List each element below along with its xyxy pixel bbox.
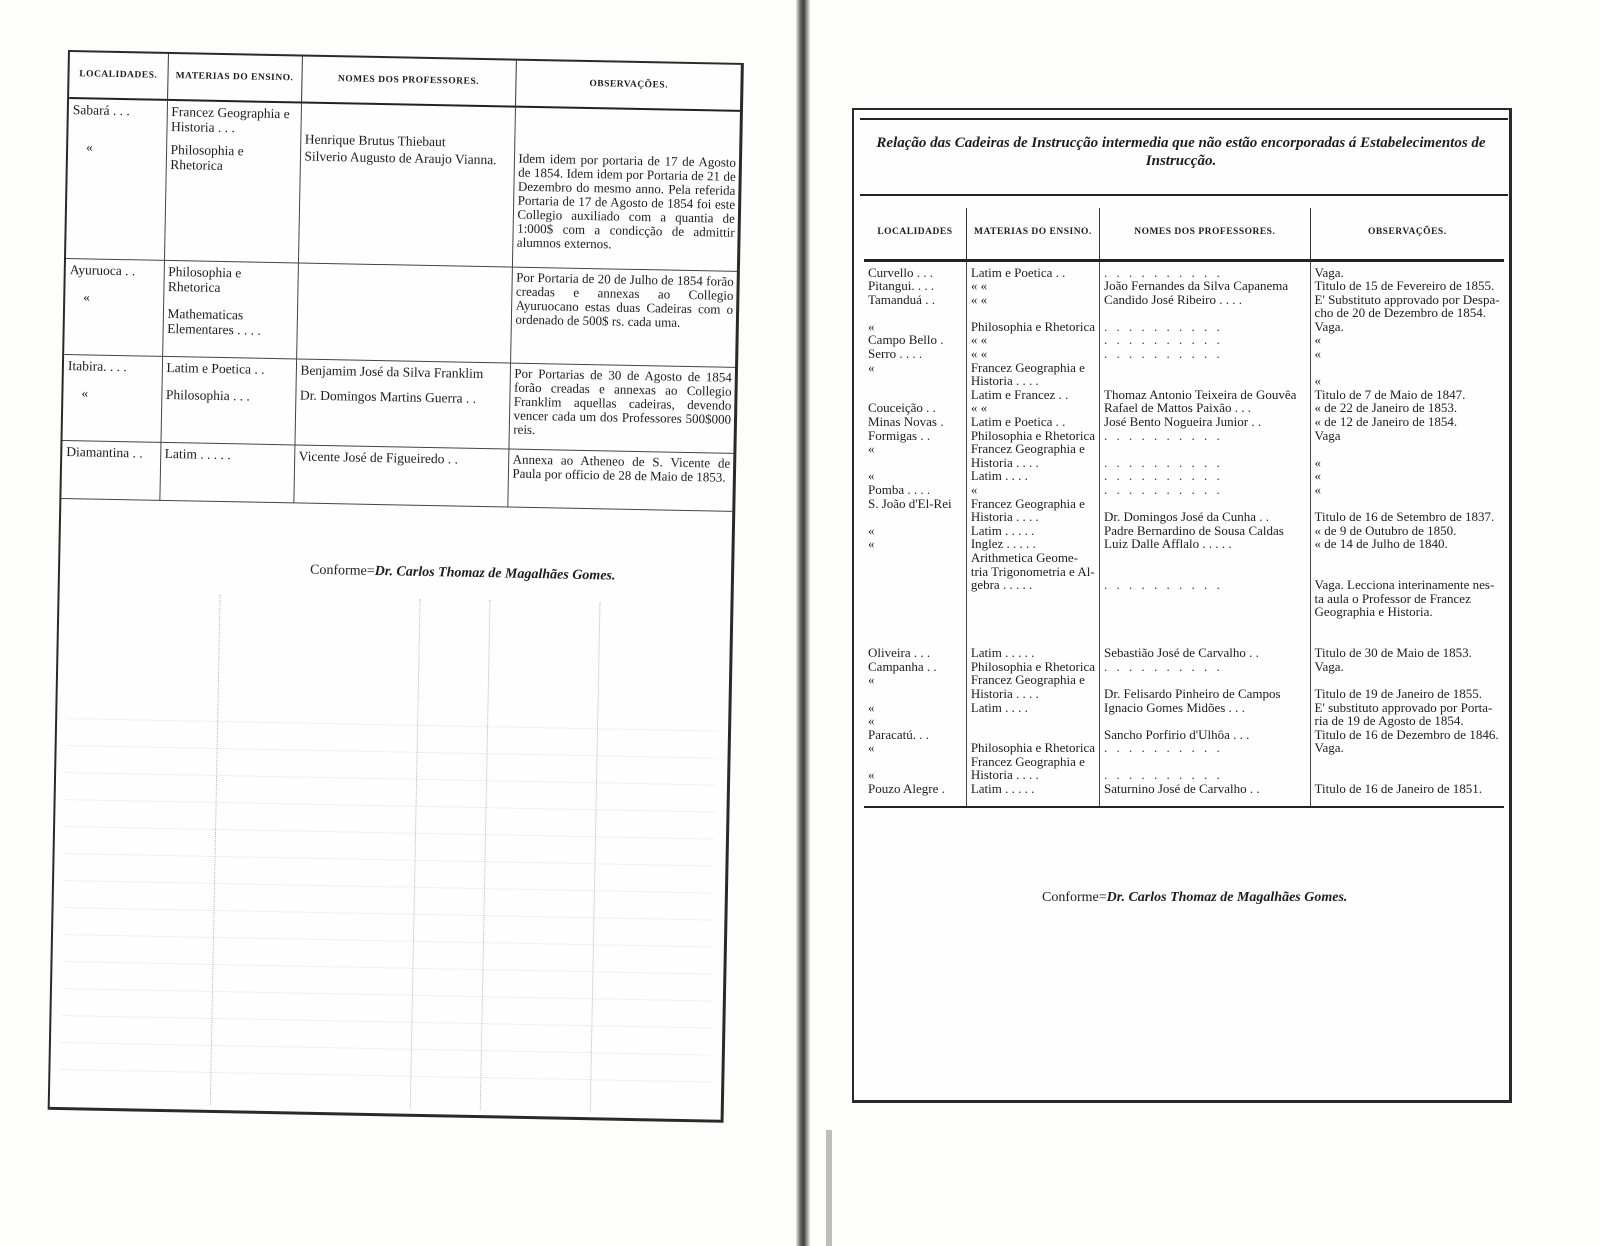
professor-line: Dr. Felisardo Pinheiro de Campos [1104,685,1281,701]
observacao-line: ria de 19 de Agosto de 1854. [1314,713,1464,729]
professor-line: . . . . . . . . . . [1104,264,1223,280]
right-table [864,208,1504,808]
materia: Philosophia e Rhetorica [170,141,244,173]
professor: Dr. Domingos Martins Guerra . . [299,387,477,406]
observacao-line: cho de 20 de Dezembro de 1854. [1314,305,1487,321]
materia: Philosophia . . . [165,386,251,404]
localidade-line [868,619,962,633]
observacao-line: Titulo de 16 de Dezembro de 1846. [1314,726,1499,742]
materia-line: Inglez . . . . . [970,536,1036,552]
observacao-line: « de 14 de Julho de 1840. [1314,536,1448,552]
top-rule [860,118,1508,120]
signature-prefix: Conforme= [309,562,375,579]
materia-line [971,633,1095,647]
professor-line [1104,497,1306,511]
professores-column [1100,260,1311,807]
table-row [64,258,738,367]
professor-line: Sebastião José de Carvalho . . [1104,645,1259,661]
observacao-line: Vaga. [1314,264,1344,280]
professor-line: . . . . . . . . . . [1104,482,1223,497]
observacao-line [1315,755,1500,769]
materia: Latim e Poetica . . [166,359,265,377]
materia-line: Francez Geographia e [970,753,1085,769]
materia-line: Philosophia e Rhetorica [970,318,1096,334]
observacao-line [1315,673,1500,687]
professor-line [1104,619,1306,633]
materia-line: Historia . . . . [970,373,1039,389]
header-observacoes: OBSERVAÇÕES. [515,61,742,111]
header-professores: NOMES DOS PROFESSORES. [301,56,516,106]
localidade-line: Tamanduá . . [868,291,935,307]
localidade-line [868,755,962,769]
observacao-line: Vaga. Lecciona interinamente nes- [1314,577,1495,593]
localidade-line [868,388,962,402]
professor-line: Thomaz Antonio Teixeira de Gouvêa [1104,386,1297,402]
bleed-through-texture [60,692,718,1104]
page-title: Relação das Cadeiras de Instrucção intermedia que não estão encorporadas á Estabelecimentos de Instrucção. [876,135,1486,169]
professor: Silverio Augusto de Araujo Vianna. [304,148,497,168]
signature-name: Dr. Carlos Thomaz de Magalhães Gomes. [1106,890,1348,905]
observacao-line [1315,565,1500,579]
professor-line: Padre Bernardino de Sousa Caldas [1104,522,1284,538]
localidade: Ayuruoca . . [69,261,136,278]
localidade-line: Campanha . . [868,658,937,674]
professor-line: Rafael de Mattos Paixão . . . [1104,400,1251,416]
professor-line [1104,673,1306,687]
materia-line [971,728,1095,742]
professor-line: Luiz Dalle Afflalo . . . . . [1104,536,1232,552]
observacao-line: Vaga. [1314,740,1344,756]
observacao-line: « [1314,332,1322,348]
professor-line [1104,633,1306,647]
materia-line: gebra . . . . . [970,577,1033,593]
left-page [48,50,744,1123]
professor: Benjamim José da Silva Franklim [300,362,484,381]
materia-line: Latim e Poetica . . [970,264,1066,280]
book-gutter [796,0,810,1246]
localidade-line: Minas Novas . [868,414,944,430]
professor: Henrique Brutus Thiebaut [304,131,446,150]
materia-line: Latim . . . . . [970,522,1035,538]
materia-line: Francez Geographia e [970,495,1085,511]
localidade-ditto: « [81,384,89,400]
localidade-line [868,374,962,388]
professor-line: . . . . . . . . . . [1104,468,1223,484]
materia-line: Francez Geographia e [970,359,1085,375]
observacao: Por Portaria de 20 de Julho de 1854 forão creadas e annexas ao Collegio Ayuruocano estas duas Cadeiras com o ordenado de 500$ rs. cada uma. [510,267,738,367]
header-materias: MATERIAS DO ENSINO. [167,54,302,103]
professor-line [1104,592,1306,606]
professor-line: . . . . . . . . . . [1104,318,1223,334]
professor-line: José Bento Nogueira Junior . . [1104,414,1262,430]
materia-line [971,605,1095,619]
observacao-line [1315,768,1500,782]
localidades-column [864,260,966,807]
localidade-line: Couceição . . [868,400,936,416]
professor-line: . . . . . . . . . . [1104,346,1223,362]
signature-name: Dr. Carlos Thomaz de Magalhães Gomes. [374,563,616,584]
localidade-line [868,633,962,647]
observacao-line: E' Substituto approvado por Despa- [1314,291,1500,307]
materia: Mathematicas Elementares . . . . [167,305,262,338]
materia-line: « « [970,400,988,416]
professor-line: . . . . . . . . . . [1104,767,1223,783]
signature [310,563,616,585]
professor: Vicente José de Figueiredo . . [298,448,459,467]
observacoes-column [1310,260,1504,807]
observacao-line: « de 22 de Janeiro de 1853. [1314,400,1458,416]
localidade-line: Curvello . . . [868,264,933,280]
materia: Philosophia e Rhetorica [167,263,242,295]
localidade-line: « [868,713,875,729]
localidade-line [868,592,962,606]
materia-line: Historia . . . . [970,509,1039,525]
materia: Latim . . . . . [164,445,231,462]
localidade-line: « [868,522,875,538]
materia-line: Latim . . . . [970,468,1028,484]
localidade-line [868,510,962,524]
professor-line [1104,442,1306,456]
professor-line [1104,755,1306,769]
materia-line [971,714,1095,728]
header-localidades: LOCALIDADES [864,208,966,260]
materia-line [971,306,1095,320]
localidade-line: Pouzo Alegre . [868,781,945,797]
localidade-line: Pomba . . . . [868,482,931,497]
observacao-line [1315,361,1500,375]
professor-line: . . . . . . . . . . [1104,332,1223,348]
professor-line [1104,714,1306,728]
localidade-line: Oliveira . . . [868,645,931,661]
observacao: Idem idem por portaria de 17 de Agosto de 1854. Idem idem por Portaria de 21 de Dezembro do mesmo anno. Pela referida Portaria de 17 de Agosto de 1854 foi este Collegio auxiliado com a quantia de 1:000$ com a condicção de admittir alumnos externos. [512,107,741,271]
professor-line: . . . . . . . . . . [1104,454,1223,470]
localidade: Sabará . . . [72,102,130,119]
observacao-line: « [1314,346,1322,362]
localidade-ditto: « [83,288,91,304]
localidade-line: Paracatú. . . [868,726,930,742]
localidade-line [868,551,962,565]
localidade-line: « [868,318,875,334]
right-page [852,108,1512,1103]
localidade-line [868,456,962,470]
materia-line: « [970,482,978,497]
localidade-line: Formigas . . [868,427,931,443]
localidade-line: « [868,441,875,457]
book-gutter-shadow [826,1130,832,1246]
professor-line [1104,551,1306,565]
localidade-line: Pitangui. . . . [868,278,935,294]
observacao-line: Titulo de 7 de Maio de 1847. [1314,386,1466,402]
localidade-line: « [868,740,875,756]
table-row [63,354,737,453]
localidade-line [868,687,962,701]
localidade-line: S. João d'El-Rei [868,495,952,511]
table-row [66,98,741,271]
header-observacoes: OBSERVAÇÕES. [1310,208,1504,260]
materia-line: Historia . . . . [970,767,1039,783]
materia-line [971,619,1095,633]
materia-line: Latim . . . . . [970,645,1035,661]
localidade-line: « [868,536,875,552]
observacao-line: Titulo de 19 de Janeiro de 1855. [1314,685,1482,701]
materia-line: Philosophia e Rhetorica [970,658,1096,674]
materia-line: Francez Geographia e [970,672,1085,688]
localidade-line [868,306,962,320]
materias-column [966,260,1099,807]
header-materias: MATERIAS DO ENSINO. [966,208,1099,260]
left-table [61,52,741,511]
localidade-line: « [868,672,875,688]
observacao-line: « [1314,373,1322,389]
localidade-line: « [868,767,875,783]
observacao-line: Titulo de 16 de Setembro de 1837. [1314,509,1495,525]
materia-line: Historia . . . . [970,454,1039,470]
localidade-line: « [868,359,875,375]
materia-line: « « [970,278,988,294]
professor-line: Candido José Ribeiro . . . . [1104,291,1242,307]
observacao-line: « [1314,482,1322,497]
observacao-line: Geographia e Historia. [1314,604,1433,620]
observacao-line: Vaga. [1314,658,1344,674]
observacao-line: « [1314,454,1322,470]
table-row [61,440,734,511]
professor-line: Dr. Domingos José da Cunha . . [1104,509,1270,525]
localidade-line: « [868,468,875,484]
header-localidades: LOCALIDADES. [69,52,168,100]
professor-line [1104,565,1306,579]
observacao-line [1315,633,1500,647]
materia-line: « « [970,291,988,307]
professor-line [1104,361,1306,375]
observacao-line [1315,551,1500,565]
professor-line: . . . . . . . . . . [1104,658,1223,674]
observacao-line: « de 9 de Outubro de 1850. [1314,522,1457,538]
observacao-line [1315,497,1500,511]
observacao: Annexa ao Atheneo de S. Vicente de Paula por officio de 28 de Maio de 1853. [507,449,734,511]
localidade-line: Serro . . . . [868,346,923,362]
observacao-line: Vaga. [1314,318,1344,334]
professor-line: . . . . . . . . . . [1104,740,1223,756]
materia-line: Philosophia e Rhetorica [970,427,1096,443]
professor-line: . . . . . . . . . . [1104,427,1223,443]
materia-line: Latim e Poetica . . [970,414,1066,430]
professor-line [1104,374,1306,388]
materia-line: « « [970,346,988,362]
professor-line: . . . . . . . . . . [1104,577,1223,593]
observacao-line: ta aula o Professor de Francez [1314,590,1471,606]
materia-line: Arithmetica Geome- [970,549,1079,565]
observacao-line: E' substituto approvado por Porta- [1314,699,1493,715]
observacao-line: Vaga [1314,427,1341,443]
localidade-line [868,578,962,592]
observacao-line: « [1314,468,1322,484]
professor-line: João Fernandes da Silva Capanema [1104,278,1289,294]
observacao-line [1315,619,1500,633]
signature [1042,890,1347,906]
materia-line: Latim . . . . [970,699,1028,715]
professor-line [1104,306,1306,320]
materia-line: Francez Geographia e [970,441,1085,457]
professor-line: Ignacio Gomes Midões . . . [1104,699,1245,715]
materia: Francez Geographia e Historia . . . [170,103,290,136]
materia-line [971,592,1095,606]
observacao: Por Portarias de 30 de Agosto de 1854 forão creadas e annexas ao Collegio Franklim aquellas cadeiras, devendo vencer cada um dos Professores 500$000 reis. [508,363,736,453]
materia-line: Latim e Francez . . [970,386,1069,402]
header-professores: NOMES DOS PROFESSORES. [1100,208,1311,260]
localidade-line [868,565,962,579]
professor-line [1104,605,1306,619]
materia-line: « « [970,332,988,348]
localidade-line: Campo Bello . [868,332,944,348]
observacao-line: Titulo de 30 de Maio de 1853. [1314,645,1472,661]
materia-line: Philosophia e Rhetorica [970,740,1096,756]
materia-line: Historia . . . . [970,685,1039,701]
observacao-line: Titulo de 16 de Janeiro de 1851. [1314,781,1482,797]
title-rule [860,194,1508,196]
localidade-line [868,605,962,619]
signature-prefix: Conforme= [1042,890,1107,905]
observacao-line: Titulo de 15 de Fevereiro de 1855. [1314,278,1495,294]
observacao-line: « de 12 de Janeiro de 1854. [1314,414,1458,430]
localidade-ditto: « [85,139,94,155]
materia-line: Latim . . . . . [970,781,1035,797]
localidade: Diamantina . . [66,443,143,461]
materia-line: tria Trigonometria e Al- [970,563,1095,579]
localidade: Itabira. . . . [67,357,127,374]
table-row [864,260,1504,807]
localidade-line: « [868,699,875,715]
observacao-line [1315,442,1500,456]
professor-line: Sancho Porfirio d'Ulhôa . . . [1104,726,1250,742]
professor-line: Saturnino José de Carvalho . . [1104,781,1260,797]
